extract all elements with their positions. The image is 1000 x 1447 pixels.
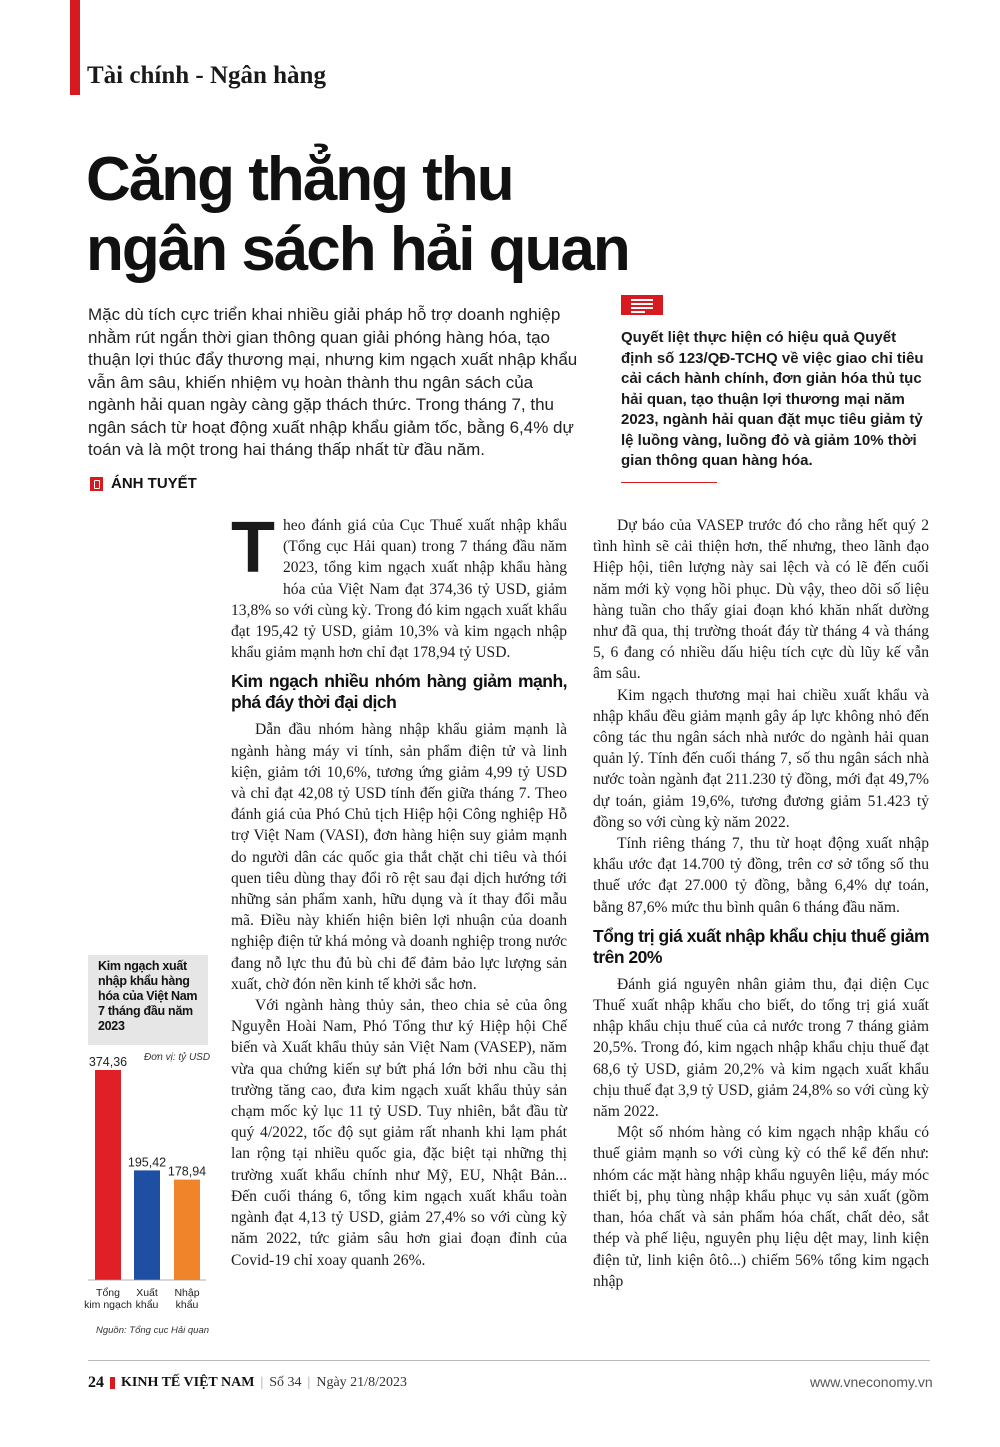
subheading: Kim ngạch nhiều nhóm hàng giảm mạnh, phá đáy thời đại dịch bbox=[231, 671, 567, 713]
article-column-2 bbox=[593, 515, 929, 1292]
section-title: Tài chính - Ngân hàng bbox=[87, 62, 326, 89]
paragraph: Tính riêng tháng 7, thu từ hoạt động xuất nhập khẩu ước đạt 14.700 tỷ đồng, trên cơ sở tổng số thu thuế ước đạt 27.000 tỷ đồng, bằng 6,4% dự toán, bằng 87,6% mức thu bình quân 6 tháng đầu năm. bbox=[593, 835, 929, 916]
category-label-2: khẩu bbox=[175, 1299, 199, 1311]
chart-header bbox=[88, 955, 208, 1045]
document-icon bbox=[621, 295, 663, 315]
headline-line-2: ngân sách hải quan bbox=[86, 215, 629, 284]
subheading: Tổng trị giá xuất nhập khẩu chịu thuế giảm trên 20% bbox=[593, 925, 929, 967]
website-url: www.vneconomy.vn bbox=[810, 1374, 933, 1390]
data-label-2: 178,94 bbox=[167, 1164, 207, 1179]
bar-2 bbox=[174, 1180, 200, 1280]
paragraph: Dự báo của VASEP trước đó cho rằng hết quý 2 tình hình sẽ cải thiện hơn, thế nhưng, theo lãnh đạo Hiệp hội, tiên lượng này sai lệch và có lẽ đến cuối năm mới kỳ vọng hồi phục. Dù vậy, theo dõi số liệu hàng tuần cho thấy giai đoạn khó khăn nhất dường như đã qua, thị trường thoát đáy từ tháng 4 và tháng 5, 6 đang có nhiều dấu hiệu tích cực dù lũy kế vẫn âm sâu. bbox=[593, 517, 929, 683]
data-label-1: 195,42 bbox=[127, 1155, 167, 1170]
issue-date: Ngày 21/8/2023 bbox=[316, 1375, 407, 1390]
issue-number: Số 34 bbox=[269, 1375, 302, 1390]
pull-quote: Quyết liệt thực hiện có hiệu quả Quyết định số 123/QĐ-TCHQ về việc giao chỉ tiêu cải cách hành chính, đơn giản hóa thủ tục hải quan, tạo thuận lợi thương mại năm 2023, ngành hải quan đặt mục tiêu giảm tỷ lệ luồng vàng, luồng đỏ và giảm 10% thời gian thông quan hàng hóa. bbox=[621, 329, 924, 469]
category-label-0: Tổng bbox=[96, 1287, 120, 1299]
paragraph: Đánh giá nguyên nhân giảm thu, đại diện Cục Thuế xuất nhập khẩu cho biết, do tổng trị giá xuất nhập khẩu chịu thuế của cả nước trong 7 tháng giảm 20,5%. Trong đó, kim ngạch nhập khẩu chịu thuế đạt 68,6 tỷ USD, giảm 20,2% và kim ngạch xuất khẩu chịu thuế đạt 3,9 tỷ USD, giảm 24,8% so với cùng kỳ năm 2022. bbox=[593, 975, 929, 1121]
headline bbox=[86, 145, 646, 285]
category-label-0: kim ngạch bbox=[84, 1299, 132, 1311]
author-name: ÁNH TUYẾT bbox=[111, 475, 197, 492]
category-label-1: Xuất bbox=[136, 1287, 158, 1299]
pull-quote-rule bbox=[621, 482, 717, 483]
page-number: 24 bbox=[88, 1374, 104, 1391]
paragraph bbox=[231, 508, 567, 663]
chart-title: Kim ngạch xuất nhập khẩu hàng hóa của Việt Nam 7 tháng đầu năm 2023 bbox=[98, 959, 198, 1033]
paragraph: Với ngành hàng thủy sản, theo chia sẻ của ông Nguyễn Hoài Nam, Phó Tổng thư ký Hiệp hội Chế biến và Xuất khẩu thủy sản Việt Nam (VASEP), năm vừa qua chứng kiến sự bứt phá lớn bởi nhu cầu thị trường tăng cao, đưa kim ngạch xuất khẩu thủy sản chạm mốc kỷ lục 11 tỷ USD. Tuy nhiên, bắt đầu từ quý 4/2022, tốc độ sụt giảm rất nhanh khi lạm phát lan rộng tại nhiều quốc gia, đặc biệt tại những thị trường xuất khẩu chính như Mỹ, EU, Nhật Bản... Đến cuối tháng 6, tổng kim ngạch xuất khẩu toàn ngành đạt 4,13 tỷ USD, giảm 27,4% so với cùng kỳ năm 2022, tức giảm sâu hơn giai đoạn đỉnh của Covid-19 chỉ xoay quanh 26%. bbox=[231, 997, 567, 1269]
chart-source: Nguồn: Tổng cục Hải quan bbox=[96, 1325, 210, 1336]
headline-line-1: Căng thẳng thu bbox=[86, 145, 513, 214]
paragraph: Dẫn đầu nhóm hàng nhập khẩu giảm mạnh là ngành hàng máy vi tính, sản phẩm điện tử và linh kiện, giảm tới 10,6%, tương ứng giảm 4,99 tỷ USD và chỉ đạt 42,08 tỷ USD tính đến giữa tháng 7. Theo đánh giá của Phó Chủ tịch Hiệp hội Công nghiệp Hỗ trợ Việt Nam (VASI), đơn hàng hiện suy giảm mạnh do người dân các quốc gia thắt chặt chi tiêu và thói quen tiêu dùng thay đổi rõ rệt sau đại dịch hướng tới những sản phẩm xanh, hữu dụng và ít thay đổi mẫu mã. Điều này khiến hiện biên lợi nhuận của doanh nghiệp điện tử khá mỏng và doanh nghiệp trong nước đang nỗ lực thu đủ bù chi để đảm bảo lực lượng sản xuất, chờ đón nền kinh tế khởi sắc hơn. bbox=[231, 721, 567, 993]
footer-rule bbox=[88, 1360, 930, 1361]
bar-0 bbox=[95, 1070, 121, 1280]
paragraph: Kim ngạch thương mại hai chiều xuất khẩu và nhập khẩu đều giảm mạnh gây áp lực không nhỏ đến công tác thu ngân sách nhà nước do ngành hải quan quản lý. Tính đến cuối tháng 7, số thu ngân sách nhà nước toàn ngành đạt 211.230 tỷ đồng, mới đạt 49,7% dự toán, giảm 19,6%, tương đương giảm 51.423 tỷ đồng so với cùng kỳ năm 2022. bbox=[593, 686, 929, 831]
category-label-2: Nhập bbox=[174, 1287, 200, 1299]
pen-icon bbox=[90, 477, 103, 491]
category-label-1: khẩu bbox=[135, 1299, 159, 1311]
bar-1 bbox=[134, 1170, 160, 1280]
chart-unit: Đơn vị: tỷ USD bbox=[144, 1052, 211, 1063]
trade-chart bbox=[84, 955, 211, 1336]
author-byline bbox=[90, 475, 197, 492]
paragraph-text: heo đánh giá của Cục Thuế xuất nhập khẩu (Tổng cục Hải quan) trong 7 tháng đầu năm 2023, tổng kim ngạch xuất nhập khẩu hàng hóa của Việt Nam đạt 374,36 tỷ USD, giảm 13,8% so với cùng kỳ. Trong đó kim ngạch xuất khẩu đạt 195,42 tỷ USD, giảm 10,3% và kim ngạch nhập khẩu giảm mạnh hơn chỉ đạt 178,94 tỷ USD. bbox=[231, 517, 567, 662]
paragraph: Một số nhóm hàng có kim ngạch nhập khẩu có thuế giảm mạnh so với cùng kỳ có thể kể đến như: nhóm các mặt hàng nhập khẩu nguyên liệu, máy móc thiết bị, phụ tùng nhập khẩu phục vụ sản xuất (gồm than, hóa chất và sản phẩm hóa chất, chất dẻo, sắt thép và phế liệu, nguyên phụ liệu dệt may, linh kiện điện tử, linh kiện ôtô...) chiếm 56% tổng kim ngạch nhập bbox=[593, 1124, 929, 1290]
section-marker bbox=[70, 0, 80, 95]
footer-separator: | bbox=[260, 1375, 264, 1390]
article-column-1 bbox=[231, 508, 567, 1271]
lead-paragraph: Mặc dù tích cực triển khai nhiều giải pháp hỗ trợ doanh nghiệp nhằm rút ngắn thời gian thông quan giải phóng hàng hóa, tạo thuận lợi thúc đẩy thương mại, nhưng kim ngạch xuất nhập khẩu vẫn âm sâu, khiến nhiệm vụ hoàn thành thu ngân sách của ngành hải quan ngày càng gặp thách thức. Trong tháng 7, thu ngân sách từ hoạt động xuất nhập khẩu giảm tốc, bằng 6,4% dự toán và là một trong hai tháng thấp nhất từ đầu năm. bbox=[88, 305, 578, 459]
footer bbox=[88, 1374, 407, 1392]
chart-plot bbox=[84, 1055, 208, 1325]
footer-separator: | bbox=[307, 1375, 311, 1390]
data-label-0: 374,36 bbox=[88, 1055, 128, 1069]
drop-cap: T bbox=[231, 508, 275, 588]
magazine-name: KINH TẾ VIỆT NAM bbox=[121, 1375, 255, 1390]
footer-mark bbox=[110, 1377, 115, 1389]
